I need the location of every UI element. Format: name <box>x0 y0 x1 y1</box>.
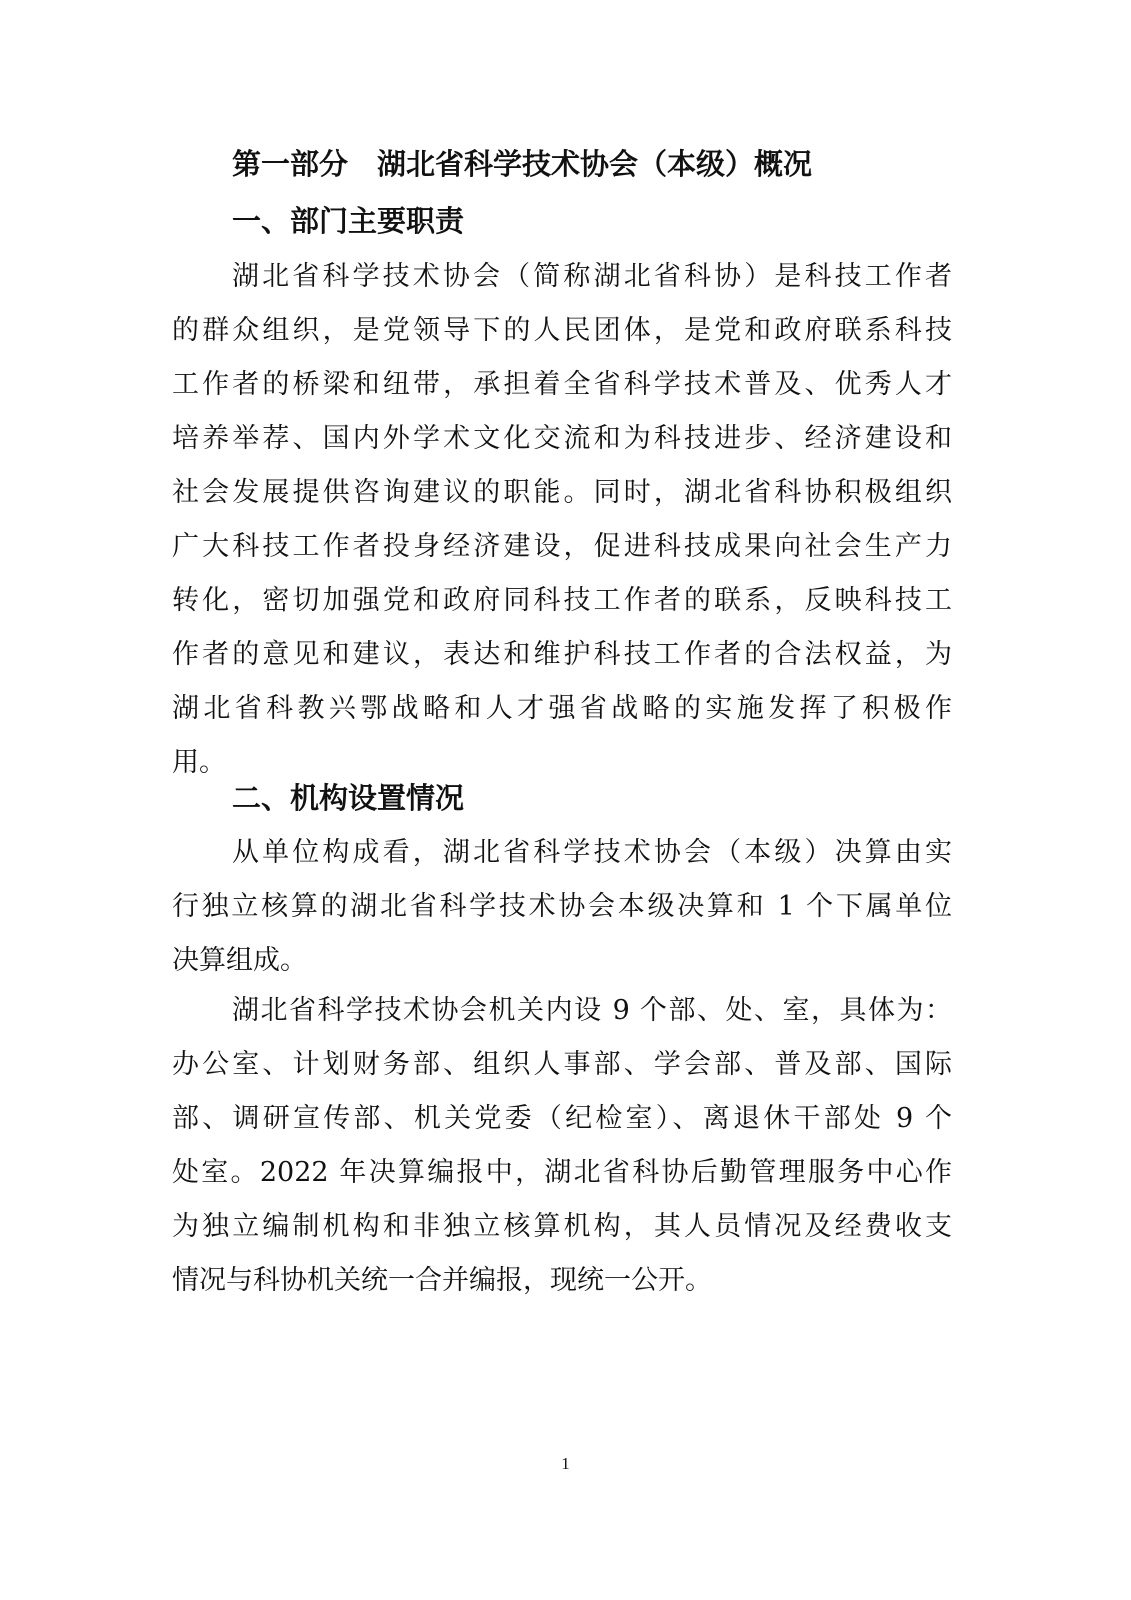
paragraph-line: 培养举荐、国内外学术文化交流和为科技进步、经济建设和 <box>172 423 952 454</box>
section-heading-organization: 二、机构设置情况 <box>232 781 465 815</box>
paragraph-responsibilities <box>172 250 952 790</box>
paragraph-line: 社会发展提供咨询建议的职能。同时，湖北省科协积极组织 <box>172 477 952 508</box>
paragraph-line: 作者的意见和建议，表达和维护科技工作者的合法权益，为 <box>172 639 952 670</box>
paragraph-line: 为独立编制机构和非独立核算机构，其人员情况及经费收支 <box>172 1211 952 1242</box>
paragraph-line: 湖北省科教兴鄂战略和人才强省战略的实施发挥了积极作 <box>172 693 952 724</box>
paragraph-unit-composition <box>172 826 952 988</box>
paragraph-line: 决算组成。 <box>172 945 307 976</box>
paragraph-line: 湖北省科学技术协会（简称湖北省科协）是科技工作者 <box>232 261 952 292</box>
page-title: 第一部分 湖北省科学技术协会（本级）概况 <box>232 147 813 181</box>
paragraph-line: 办公室、计划财务部、组织人事部、学会部、普及部、国际 <box>172 1049 952 1080</box>
paragraph-line: 处室。2022 年决算编报中，湖北省科协后勤管理服务中心作 <box>172 1157 952 1188</box>
paragraph-line: 从单位构成看，湖北省科学技术协会（本级）决算由实 <box>232 837 952 868</box>
paragraph-line: 湖北省科学技术协会机关内设 9 个部、处、室，具体为： <box>232 995 952 1026</box>
page-number: 1 <box>561 1454 570 1473</box>
paragraph-line: 广大科技工作者投身经济建设，促进科技成果向社会生产力 <box>172 531 952 562</box>
section-heading-responsibilities: 一、部门主要职责 <box>232 204 465 238</box>
paragraph-line: 行独立核算的湖北省科学技术协会本级决算和 1 个下属单位 <box>172 891 952 922</box>
paragraph-line: 部、调研宣传部、机关党委（纪检室）、离退休干部处 9 个 <box>172 1103 952 1134</box>
paragraph-line: 情况与科协机关统一合并编报，现统一公开。 <box>172 1265 712 1296</box>
paragraph-line: 工作者的桥梁和纽带，承担着全省科学技术普及、优秀人才 <box>172 369 952 400</box>
paragraph-line: 转化，密切加强党和政府同科技工作者的联系，反映科技工 <box>172 585 952 616</box>
paragraph-internal-departments <box>172 984 952 1308</box>
paragraph-line: 的群众组织，是党领导下的人民团体，是党和政府联系科技 <box>172 315 952 346</box>
paragraph-line: 用。 <box>172 747 226 778</box>
